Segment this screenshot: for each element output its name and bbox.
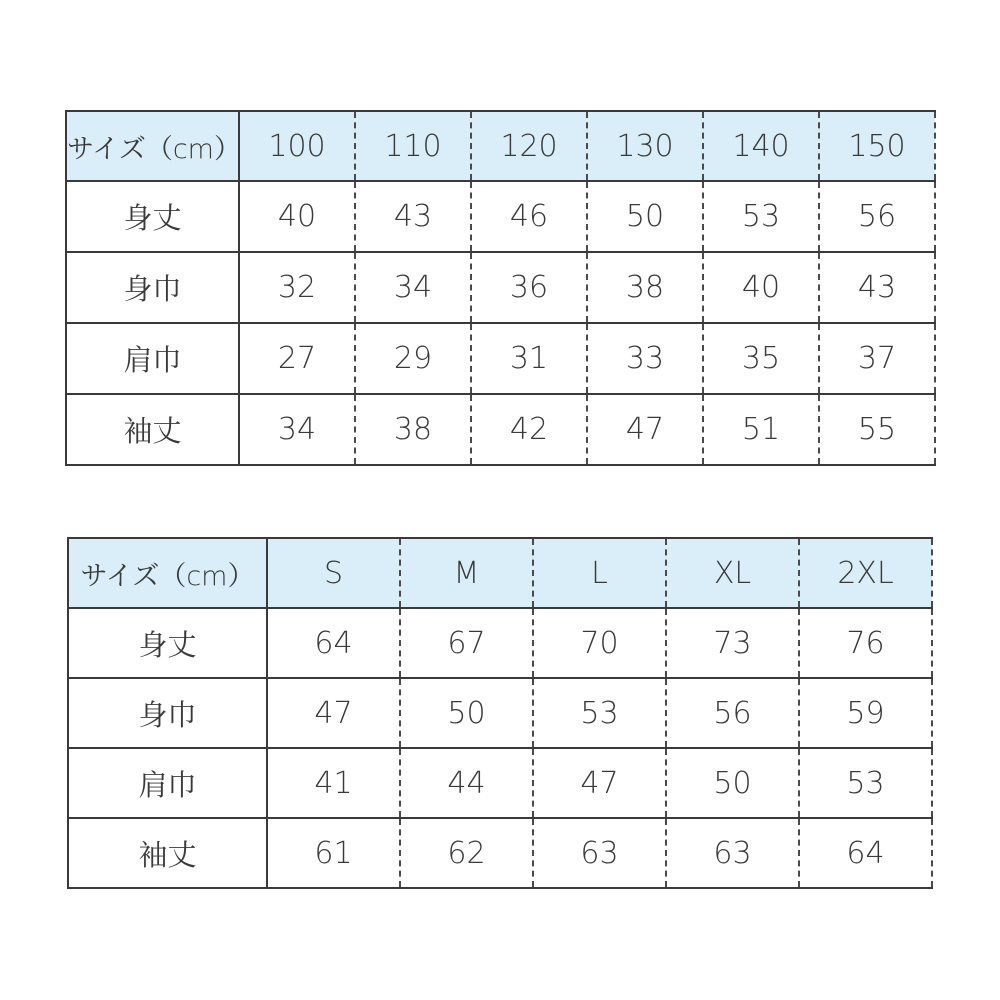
table-cell: 47 xyxy=(533,748,666,818)
header-row xyxy=(66,111,935,181)
table-row xyxy=(68,678,932,748)
row-label: 身丈 xyxy=(68,608,267,678)
table-cell: 35 xyxy=(703,323,819,394)
table-cell: 42 xyxy=(471,394,587,465)
table-cell: 47 xyxy=(267,678,400,748)
table-cell: 29 xyxy=(355,323,471,394)
size-table-kids xyxy=(65,110,936,466)
size-header-cell: 110 xyxy=(355,111,471,181)
table-row xyxy=(66,252,935,323)
table-cell: 36 xyxy=(471,252,587,323)
table-cell: 53 xyxy=(799,748,932,818)
table-cell: 73 xyxy=(666,608,799,678)
table-cell: 38 xyxy=(355,394,471,465)
table-cell: 56 xyxy=(819,181,935,252)
table-row xyxy=(66,323,935,394)
table-cell: 56 xyxy=(666,678,799,748)
table-cell: 62 xyxy=(400,818,533,888)
table-cell: 38 xyxy=(587,252,703,323)
table-cell: 70 xyxy=(533,608,666,678)
size-header-cell: L xyxy=(533,538,666,608)
table-cell: 50 xyxy=(400,678,533,748)
table-cell: 32 xyxy=(239,252,355,323)
size-header-cell: 120 xyxy=(471,111,587,181)
table-row xyxy=(68,818,932,888)
table-cell: 64 xyxy=(267,608,400,678)
size-header-cell: 2XL xyxy=(799,538,932,608)
size-header-cell: 100 xyxy=(239,111,355,181)
table-cell: 53 xyxy=(703,181,819,252)
row-label: 身巾 xyxy=(68,678,267,748)
table-cell: 50 xyxy=(587,181,703,252)
size-header-cell: 140 xyxy=(703,111,819,181)
size-header-cell: 130 xyxy=(587,111,703,181)
table-cell: 40 xyxy=(703,252,819,323)
table-cell: 64 xyxy=(799,818,932,888)
table-cell: 27 xyxy=(239,323,355,394)
header-row xyxy=(68,538,932,608)
table-row xyxy=(68,608,932,678)
size-table-adult xyxy=(67,537,933,889)
table-cell: 31 xyxy=(471,323,587,394)
table-row xyxy=(66,181,935,252)
table-cell: 63 xyxy=(533,818,666,888)
table-cell: 46 xyxy=(471,181,587,252)
size-header-cell: XL xyxy=(666,538,799,608)
table-cell: 40 xyxy=(239,181,355,252)
row-label: 肩巾 xyxy=(68,748,267,818)
table-row xyxy=(68,748,932,818)
table-cell: 76 xyxy=(799,608,932,678)
table-cell: 43 xyxy=(819,252,935,323)
table-cell: 59 xyxy=(799,678,932,748)
table-cell: 55 xyxy=(819,394,935,465)
table-cell: 50 xyxy=(666,748,799,818)
row-label: 身丈 xyxy=(66,181,239,252)
size-header-label: サイズ（cm） xyxy=(66,111,239,181)
table-cell: 37 xyxy=(819,323,935,394)
table-cell: 33 xyxy=(587,323,703,394)
table-cell: 47 xyxy=(587,394,703,465)
size-header-cell: M xyxy=(400,538,533,608)
table-cell: 63 xyxy=(666,818,799,888)
size-header-cell: S xyxy=(267,538,400,608)
table-cell: 61 xyxy=(267,818,400,888)
row-label: 肩巾 xyxy=(66,323,239,394)
size-header-cell: 150 xyxy=(819,111,935,181)
table-cell: 34 xyxy=(239,394,355,465)
table-cell: 67 xyxy=(400,608,533,678)
size-header-label: サイズ（cm） xyxy=(68,538,267,608)
row-label: 袖丈 xyxy=(66,394,239,465)
table-cell: 34 xyxy=(355,252,471,323)
table-cell: 44 xyxy=(400,748,533,818)
table-cell: 53 xyxy=(533,678,666,748)
table-row xyxy=(66,394,935,465)
table-cell: 41 xyxy=(267,748,400,818)
table-cell: 43 xyxy=(355,181,471,252)
table-cell: 51 xyxy=(703,394,819,465)
row-label: 身巾 xyxy=(66,252,239,323)
row-label: 袖丈 xyxy=(68,818,267,888)
